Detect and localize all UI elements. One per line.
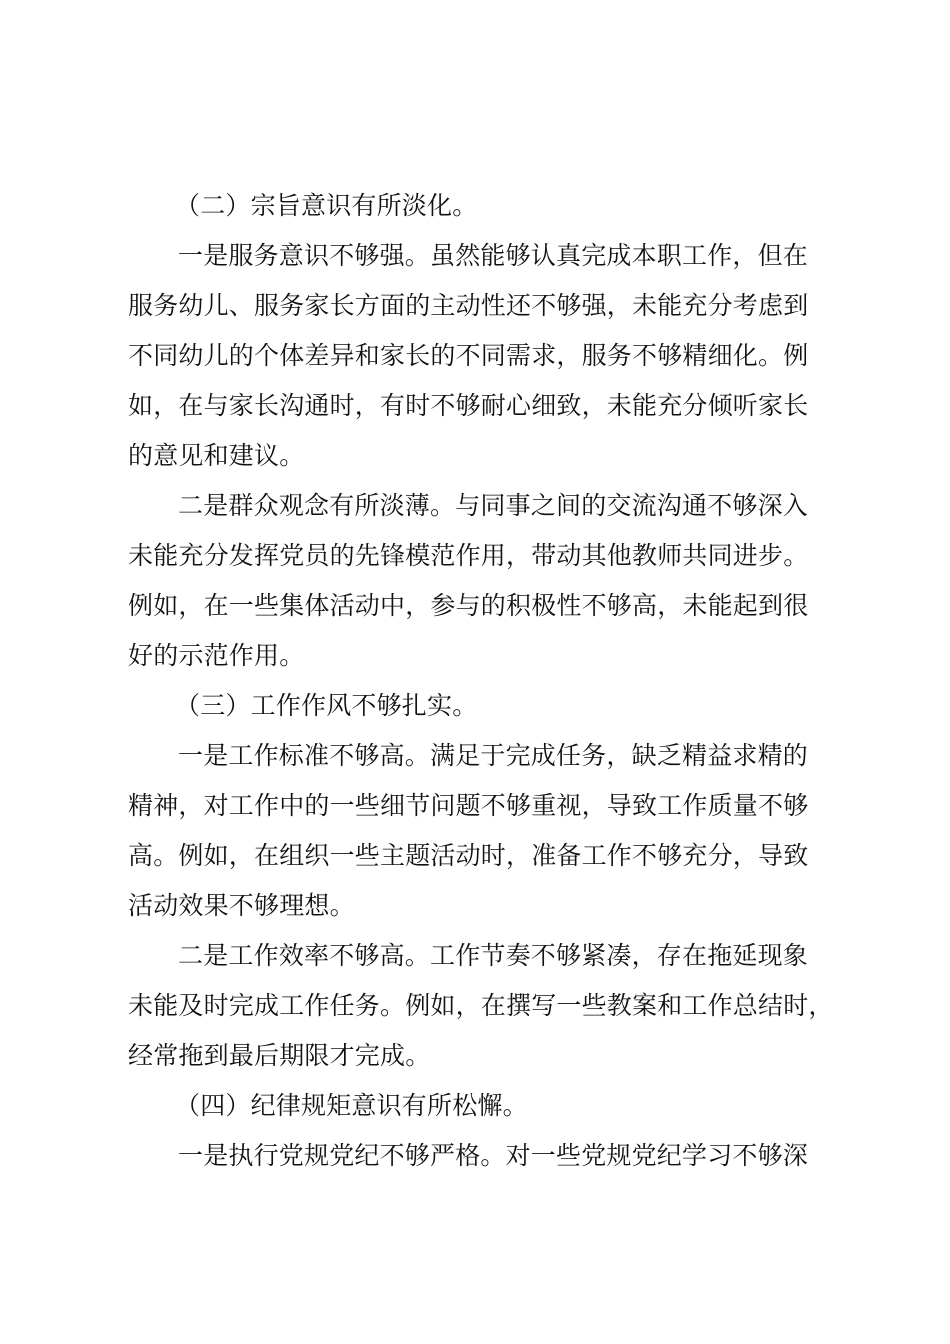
section-heading-3: （三）工作作风不够扎实。 — [175, 691, 478, 720]
paragraph-line: 未能及时完成工作任务。例如，在撰写一些教案和工作总结时， — [128, 991, 834, 1020]
paragraph-line: 如，在与家长沟通时，有时不够耐心细致，未能充分倾听家长 — [128, 391, 809, 420]
paragraph-line: 高。例如，在组织一些主题活动时，准备工作不够充分，导致 — [128, 841, 809, 870]
paragraph-line: 一是工作标准不够高。满足于完成任务，缺乏精益求精的 — [178, 741, 809, 770]
paragraph-line: 经常拖到最后期限才完成。 — [128, 1041, 431, 1070]
paragraph-line: 例如，在一些集体活动中，参与的积极性不够高，未能起到很 — [128, 591, 809, 620]
section-heading-4: （四）纪律规矩意识有所松懈。 — [175, 1091, 528, 1120]
paragraph-line: 不同幼儿的个体差异和家长的不同需求，服务不够精细化。例 — [128, 341, 809, 370]
paragraph-line: 的意见和建议。 — [128, 441, 305, 470]
paragraph-line: 二是工作效率不够高。工作节奏不够紧凑，存在拖延现象 — [178, 941, 809, 970]
paragraph-line: 服务幼儿、服务家长方面的主动性还不够强，未能充分考虑到 — [128, 291, 809, 320]
paragraph-line: 未能充分发挥党员的先锋模范作用，带动其他教师共同进步。 — [128, 541, 809, 570]
paragraph-line: 一是服务意识不够强。虽然能够认真完成本职工作，但在 — [178, 241, 809, 270]
section-heading-2: （二）宗旨意识有所淡化。 — [175, 191, 478, 220]
paragraph-line: 好的示范作用。 — [128, 641, 305, 670]
paragraph-line: 精神，对工作中的一些细节问题不够重视，导致工作质量不够 — [128, 791, 809, 820]
paragraph-line: 一是执行党规党纪不够严格。对一些党规党纪学习不够深 — [178, 1141, 809, 1170]
paragraph-line: 二是群众观念有所淡薄。与同事之间的交流沟通不够深入 — [178, 491, 809, 520]
paragraph-line: 活动效果不够理想。 — [128, 891, 355, 920]
